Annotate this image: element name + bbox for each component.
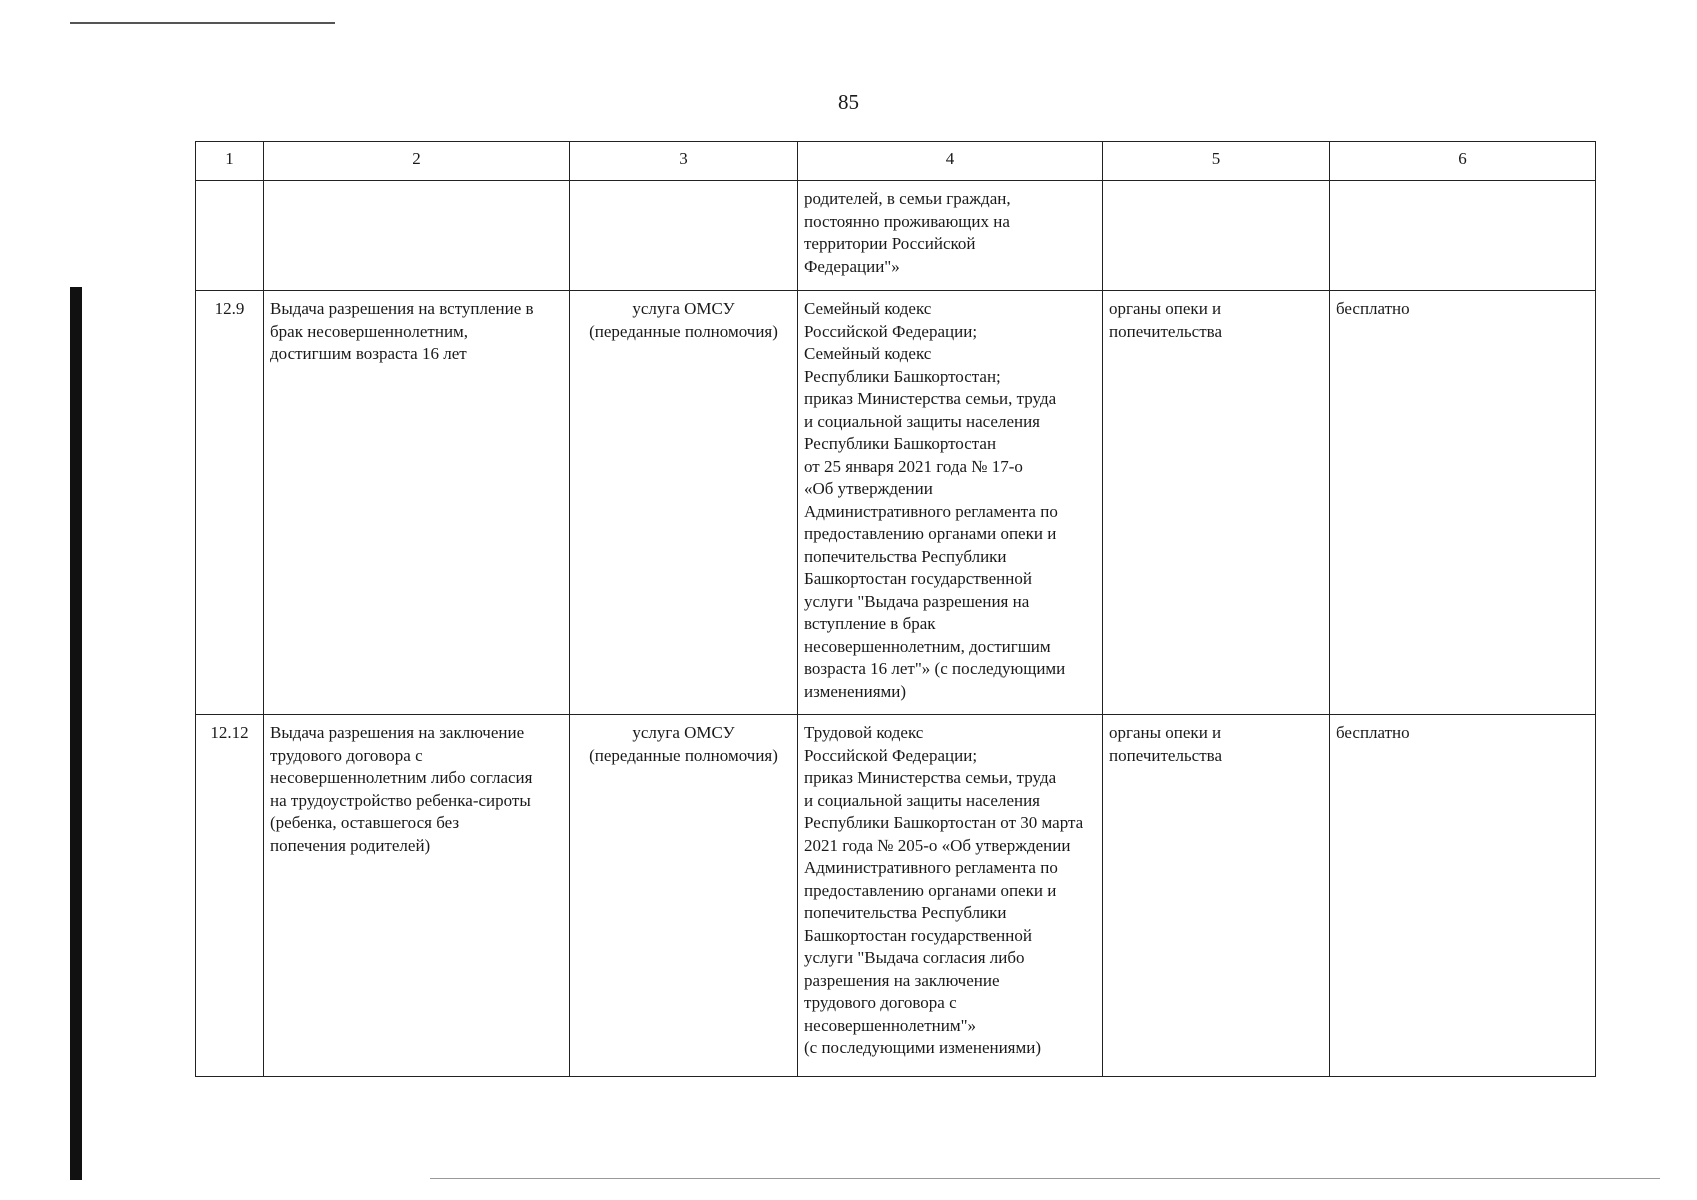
cell-payment: бесплатно xyxy=(1330,715,1596,1077)
header-col-2: 2 xyxy=(264,142,570,181)
cell-service-name: Выдача разрешения на заключение трудового договора с несовершеннолетним либо согласия на трудоустройство ребенка-сироты (ребенка, оставшегося без попечения родителей) xyxy=(264,715,570,1077)
table-row xyxy=(196,181,1596,291)
bottom-rule xyxy=(430,1178,1660,1179)
table-row xyxy=(196,715,1596,1077)
top-rule xyxy=(70,22,335,24)
page-number: 85 xyxy=(838,90,859,114)
table-header-row xyxy=(196,142,1596,181)
scan-edge-shadow xyxy=(70,287,82,1180)
cell-service-type xyxy=(570,181,798,291)
cell-number: 12.12 xyxy=(196,715,264,1077)
cell-payment: бесплатно xyxy=(1330,291,1596,715)
cell-service-type: услуга ОМСУ (переданные полномочия) xyxy=(570,291,798,715)
header-col-5: 5 xyxy=(1103,142,1330,181)
cell-provider xyxy=(1103,181,1330,291)
cell-legal-basis: Семейный кодекс Российской Федерации; Семейный кодекс Республики Башкортостан; приказ Министерства семьи, труда и социальной защиты населения Республики Башкортостан от 25 января 2021 года № 17-о «Об утверждении Административного регламента по предоставлению органами опеки и попечительства Республики Башкортостан государственной услуги "Выдача разрешения на вступление в брак несовершеннолетним, достигшим возраста 16 лет"» (с последующими изменениями) xyxy=(798,291,1103,715)
header-col-6: 6 xyxy=(1330,142,1596,181)
cell-service-type: услуга ОМСУ (переданные полномочия) xyxy=(570,715,798,1077)
header-col-4: 4 xyxy=(798,142,1103,181)
cell-payment xyxy=(1330,181,1596,291)
cell-number xyxy=(196,181,264,291)
cell-service-name xyxy=(264,181,570,291)
cell-provider: органы опеки и попечительства xyxy=(1103,715,1330,1077)
table-row xyxy=(196,291,1596,715)
cell-legal-basis: родителей, в семьи граждан, постоянно проживающих на территории Российской Федерации"» xyxy=(798,181,1103,291)
services-table xyxy=(195,141,1596,1077)
header-col-3: 3 xyxy=(570,142,798,181)
cell-service-name: Выдача разрешения на вступление в брак несовершеннолетним, достигшим возраста 16 лет xyxy=(264,291,570,715)
cell-provider: органы опеки и попечительства xyxy=(1103,291,1330,715)
header-col-1: 1 xyxy=(196,142,264,181)
cell-legal-basis: Трудовой кодекс Российской Федерации; приказ Министерства семьи, труда и социальной защиты населения Республики Башкортостан от 30 марта 2021 года № 205-о «Об утверждении Административного регламента по предоставлению органами опеки и попечительства Республики Башкортостан государственной услуги "Выдача согласия либо разрешения на заключение трудового договора с несовершеннолетним"» (с последующими изменениями) xyxy=(798,715,1103,1077)
cell-number: 12.9 xyxy=(196,291,264,715)
